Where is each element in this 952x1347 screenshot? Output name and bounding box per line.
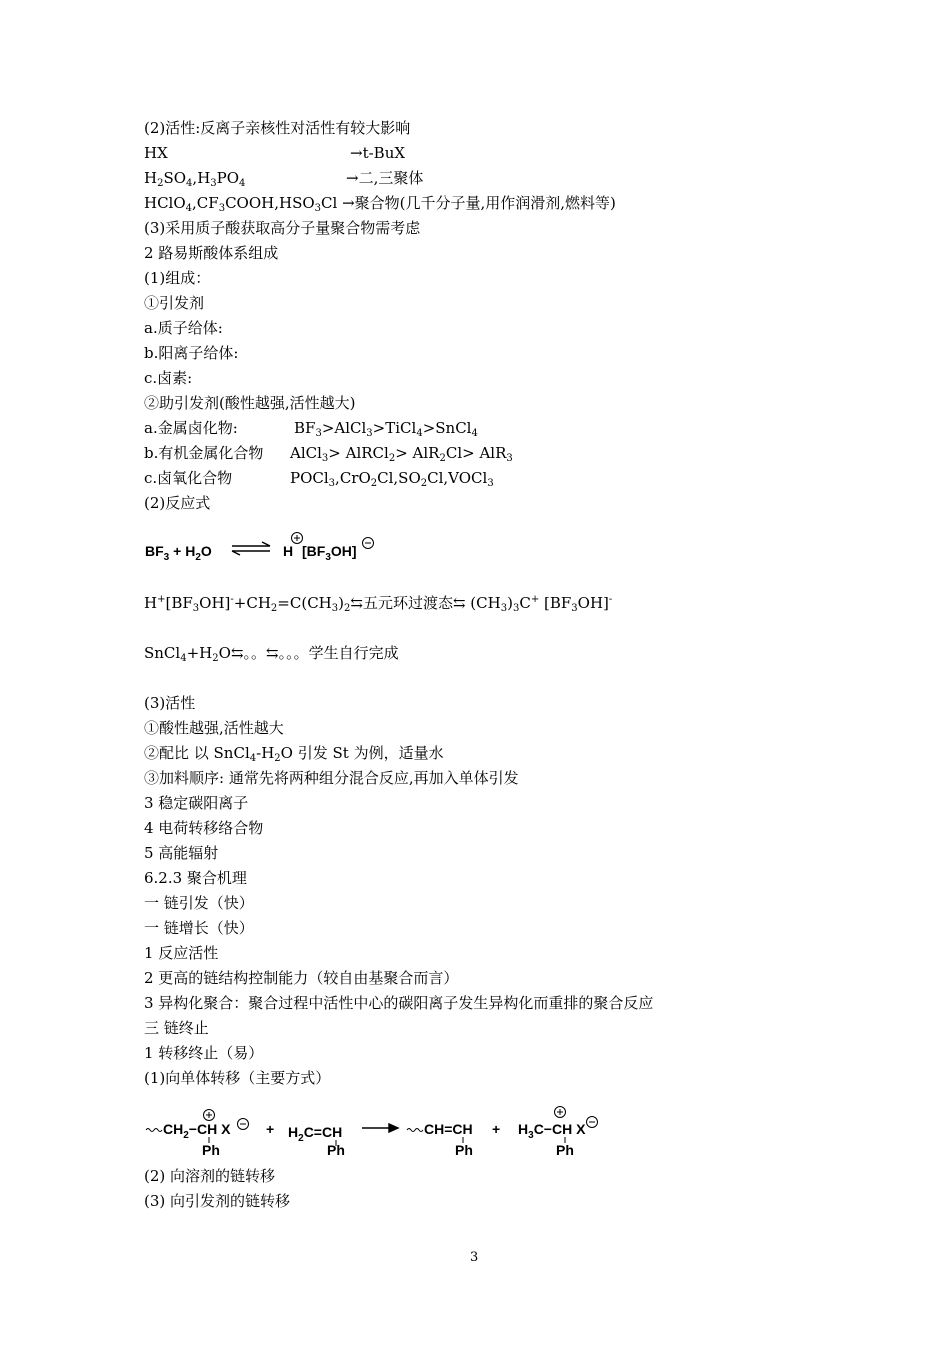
svg-text:+: + (266, 1121, 275, 1137)
svg-text:CH=CH: CH=CH (424, 1121, 473, 1137)
text-line: (3) 向引发剂的链转移 (144, 1192, 291, 1210)
formula-equation: $H^+[BF_3OH]^-+CH_2=C(CH_3)_2⇆$ (144, 594, 363, 614)
text-line (144, 443, 513, 464)
svg-text:Ph: Ph (202, 1142, 220, 1158)
text-line: 5 高能辐射 (144, 844, 219, 862)
page-number: 3 (470, 1250, 479, 1265)
text-line: ②助引发剂(酸性越强,活性越大) (144, 394, 356, 412)
text-line (144, 193, 616, 213)
text-line: $H^+[BF_3OH]^-+CH_2=C(CH_3)_2⇆$五元环过渡态⇆ $(CH_3)_3C^+$ $[BF_3OH]^-$ (144, 594, 613, 614)
svg-text:Ph: Ph (455, 1142, 473, 1158)
text-line: a.质子给体: (144, 319, 223, 337)
svg-text:Ph: Ph (556, 1142, 574, 1158)
svg-text:Ph: Ph (327, 1142, 345, 1158)
svg-text:H3C−CH X: $H_3C-CH$ X (518, 1121, 586, 1141)
product-complex: H (283, 543, 294, 559)
text-line: 一 链增长（快） (144, 919, 254, 937)
formula-product: →二,三聚体 (346, 169, 424, 187)
text-line: ①引发剂 (144, 294, 205, 312)
text-line: 三 链终止 (144, 1019, 209, 1037)
formula-acids: $HClO_4,CF_3COOH,HSO_3Cl$ (144, 194, 343, 214)
formula-equation: $SnCl_4+H_2O$ (144, 644, 231, 664)
minus-charge-icon (238, 1119, 249, 1130)
formula-hx: HX (144, 144, 168, 162)
line-label: c.卤氧化合物 (144, 469, 233, 487)
text-line: ①酸性越强,活性越大 (144, 719, 284, 737)
text-line (144, 468, 494, 489)
section-heading: 6.2.3 聚合机理 (144, 869, 247, 887)
text-line: (2)活性:反离子亲核性对活性有较大影响 (144, 119, 411, 137)
line-label: a.金属卤化物: (144, 419, 238, 437)
svg-text:[BF3OH]: $[BF_3OH]$ (302, 543, 357, 563)
text-line (144, 418, 478, 439)
text-line: 一 链引发（快） (144, 894, 254, 912)
equilibrium-arrow-icon (232, 542, 270, 555)
reaction-arrow-icon (362, 1124, 398, 1132)
formula-series: $BF_3>AlCl_3>TiCl_4>SnCl_4$ (294, 419, 478, 439)
formula-series: AlCl$_3$> AlRCl$_2$> AlR$_2$Cl> AlR$_3$ (290, 444, 513, 464)
text-line: 1 转移终止（易） (144, 1044, 264, 1062)
line-label: b.有机金属化合物 (144, 444, 264, 462)
formula-series: $POCl_3,CrO_2Cl,SO_2Cl,VOCl_3$ (290, 469, 494, 489)
wavy-bond-icon (146, 1129, 423, 1132)
text-line (144, 143, 406, 163)
minus-charge-icon (363, 538, 374, 549)
svg-text:CH2−CH X: $CH_2-CH$ X (163, 1121, 231, 1141)
minus-charge-icon (587, 1117, 598, 1128)
plus-charge-icon (204, 1110, 215, 1121)
text-line: 3 异构化聚合：聚合过程中活性中心的碳阳离子发生异构化而重排的聚合反应 (144, 994, 654, 1012)
text-line: (1)组成： (144, 269, 211, 287)
text-line: (3)活性 (144, 694, 196, 712)
text-line: ③加料顺序: 通常先将两种组分混合反应,再加入单体引发 (144, 769, 519, 787)
text-line: c.卤素: (144, 369, 193, 387)
text-line: (2)反应式 (144, 494, 211, 512)
text-line: (2) 向溶剂的链转移 (144, 1167, 276, 1185)
text-line: 4 电荷转移络合物 (144, 819, 264, 837)
text-line: (1)向单体转移（主要方式） (144, 1069, 331, 1087)
text-line (144, 168, 424, 189)
formula-product: →t-BuX (350, 144, 406, 162)
reactant-bf3: $BF_3 + H_2O$ (145, 543, 212, 563)
text-line: 3 稳定碳阳离子 (144, 794, 249, 812)
svg-text:+: + (492, 1121, 501, 1137)
formula-acids: $H_2SO_4,H_3PO_4$ (144, 169, 246, 189)
text-line: 1 反应活性 (144, 944, 219, 962)
formula-product: →聚合物(几千分子量,用作润滑剂,燃料等) (342, 194, 616, 212)
text-line: ②配比 以 $SnCl_4-H_2O$ 引发 St 为例，适量水 (144, 744, 444, 764)
text-line: 2 更高的链结构控制能力（较自由基聚合而言） (144, 969, 459, 987)
plus-charge-icon (555, 1107, 566, 1118)
text-line: (3)采用质子酸获取高分子量聚合物需考虑 (144, 219, 421, 237)
plus-charge-icon (292, 533, 303, 544)
section-heading: 2 路易斯酸体系组成 (144, 244, 279, 262)
text-line: $SnCl_4+H_2O⇆$。。⇆。。。学生自行完成 (144, 644, 399, 664)
svg-text:H2C=CH: $H_2C=CH$ (288, 1124, 343, 1144)
text-line: b.阳离子给体: (144, 344, 239, 362)
